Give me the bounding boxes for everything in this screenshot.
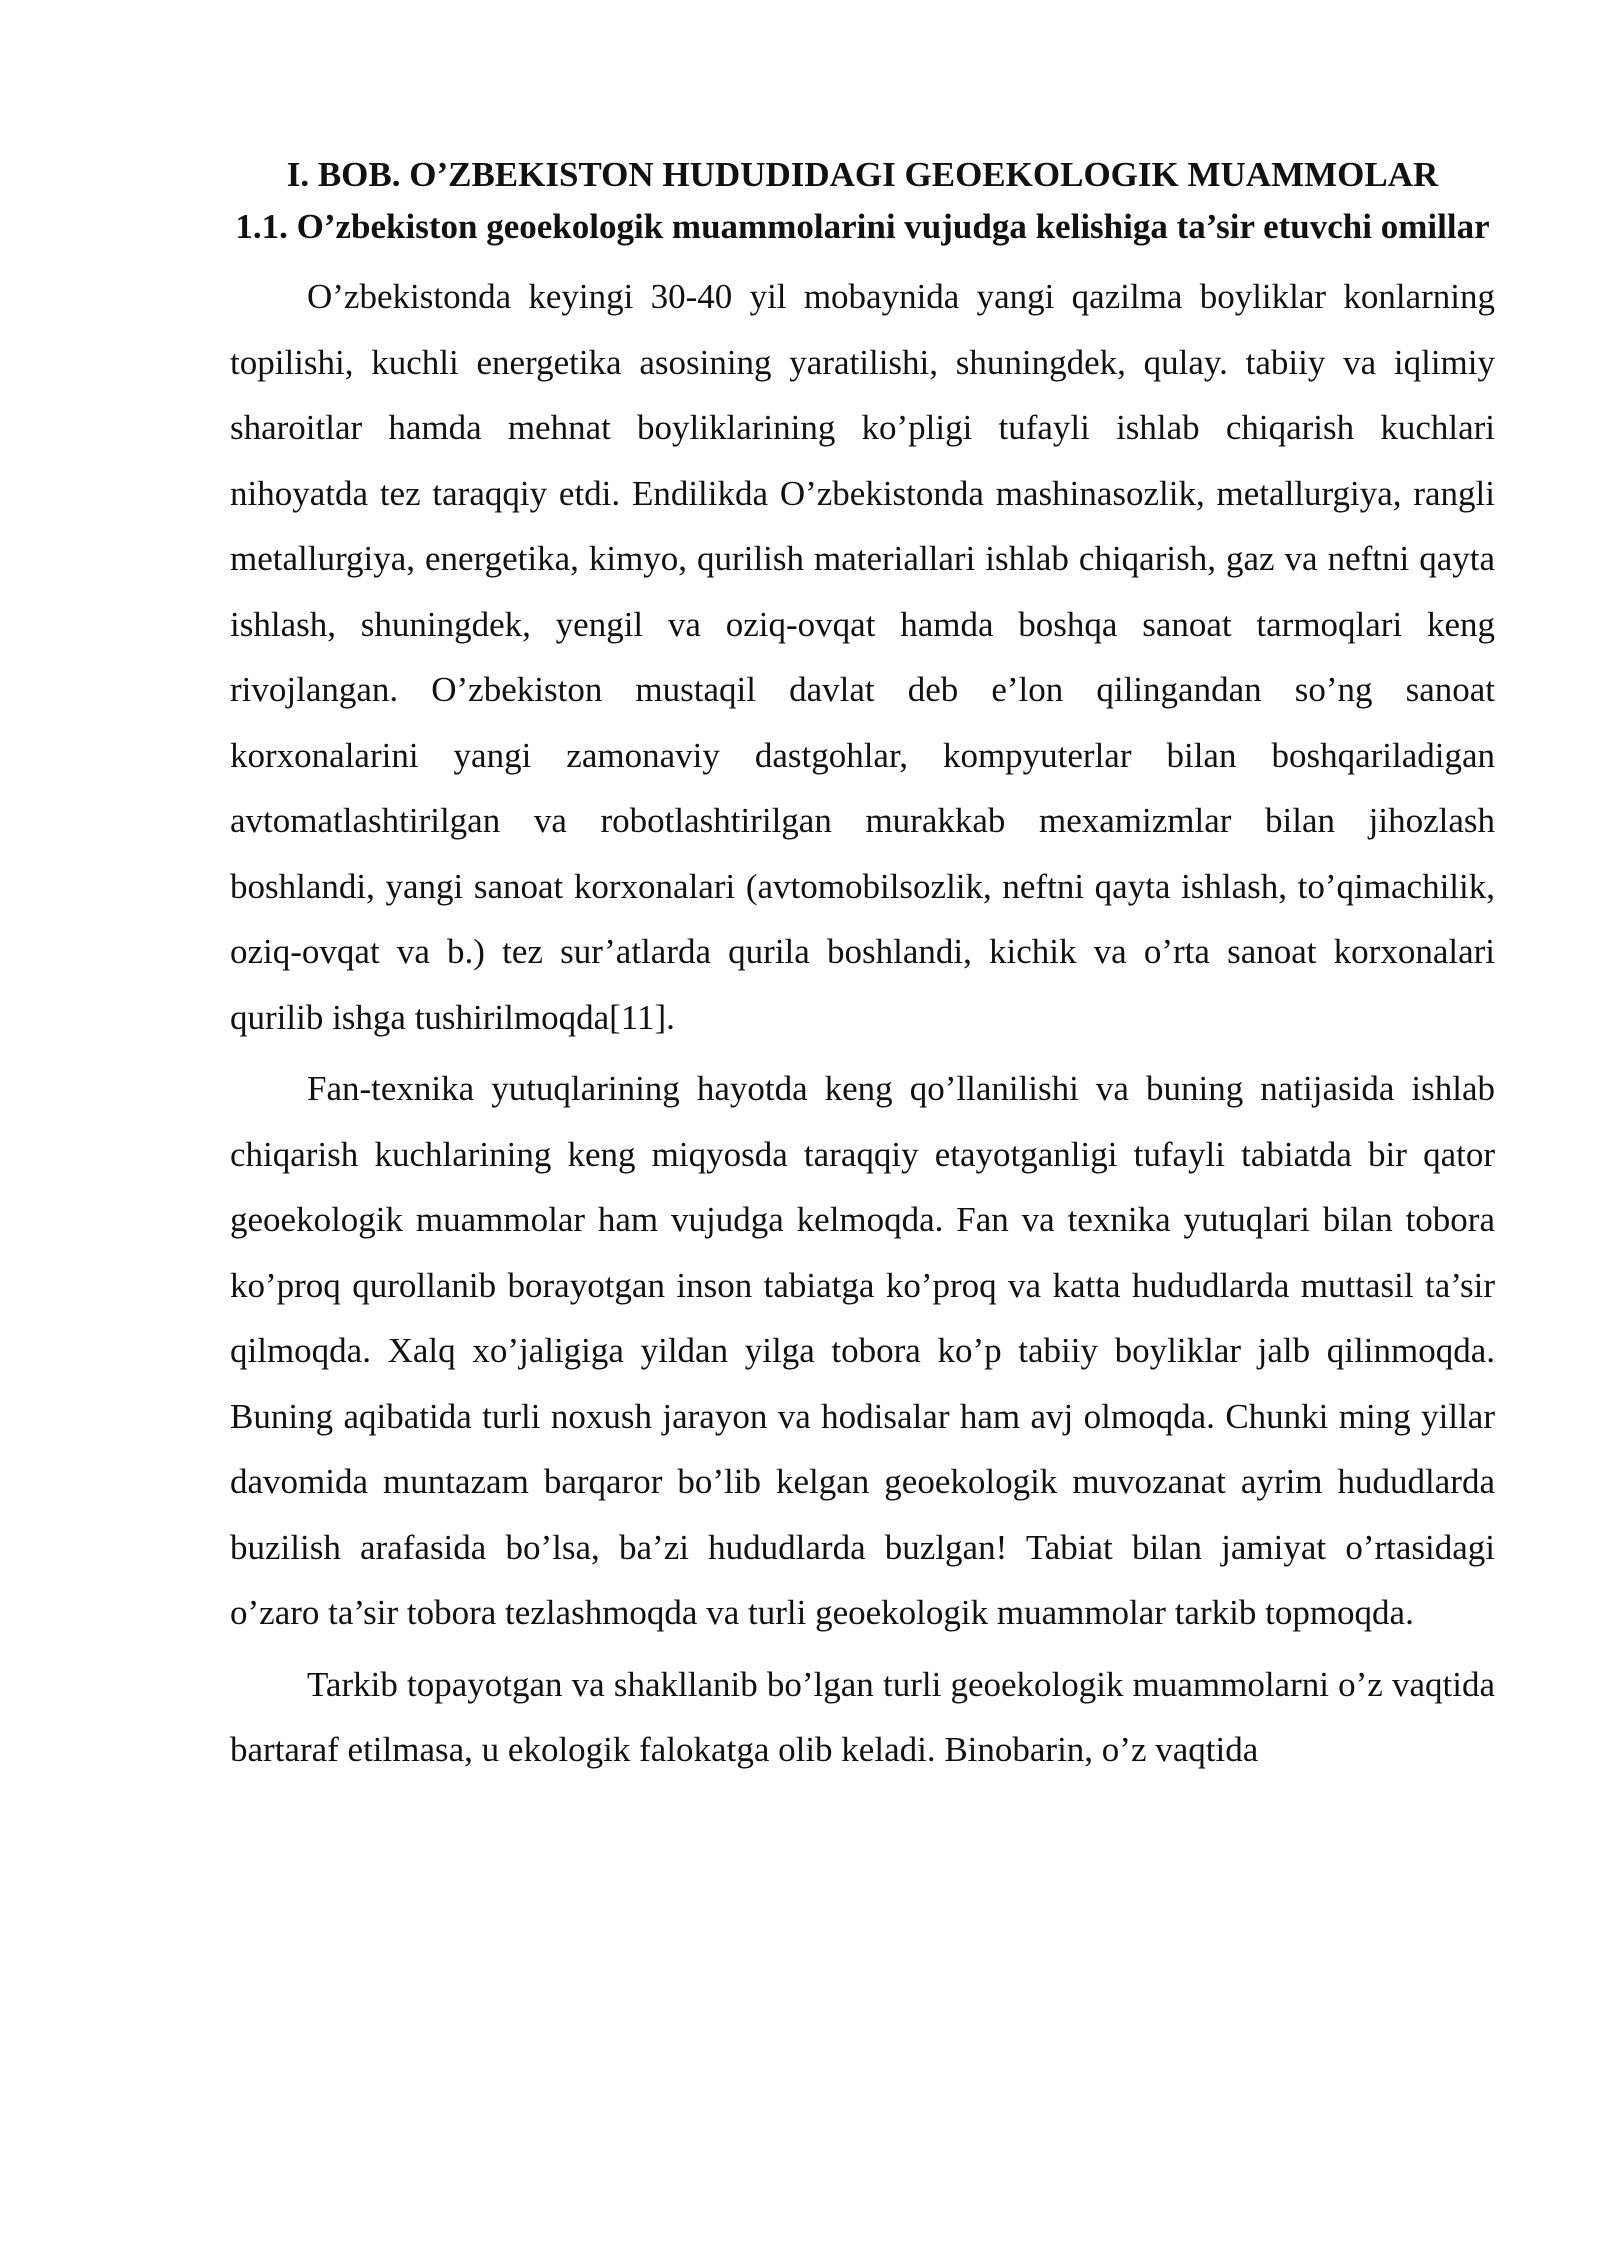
section-title: 1.1. O’zbekiston geoekologik muammolarini vujudga kelishiga ta’sir etuvchi omillar [235, 207, 1490, 246]
document-page [230, 150, 1495, 1789]
chapter-title: I. BOB. O’ZBEKISTON HUDUDIDAGI GEOEKOLOGIK MUAMMOLAR [286, 155, 1439, 194]
paragraph-1: O’zbekistonda keyingi 30-40 yil mobaynida yangi qazilma boyliklar konlarning topilishi, kuchli energetika asosining yaratilishi, shuningdek, qulay. tabiiy va iqlimiy sharoitlar hamda mehnat boyliklarining ko’pligi tufayli ishlab chiqarish kuchlari nihoyatda tez taraqqiy etdi. Endilikda O’zbekistonda mashinasozlik, metallurgiya, rangli metallurgiya, energetika, kimyo, qurilish materiallari ishlab chiqarish, gaz va neftni qayta ishlash, shuningdek, yengil va oziq-ovqat hamda boshqa sanoat tarmoqlari keng rivojlangan. O’zbekiston mustaqil davlat deb e’lon qilingandan so’ng sanoat korxonalarini yangi zamonaviy dastgohlar, kompyuterlar bilan boshqariladigan avtomatlashtirilgan va robotlashtirilgan murakkab mexamizmlar bilan jihozlash boshlandi, yangi sanoat korxonalari (avtomobilsozlik, neftni qayta ishlash, to’qimachilik, oziq-ovqat va b.) tez sur’atlarda qurila boshlandi, kichik va o’rta sanoat korxonalari qurilib ishga tushirilmoqda[11]. [230, 277, 1495, 1037]
paragraph-3: Tarkib topayotgan va shakllanib bo’lgan turli geoekologik muammolarni o’z vaqtida bartaraf etilmasa, u ekologik falokatga olib keladi. Binobarin, o’z vaqtida [230, 1664, 1495, 1769]
paragraph-2: Fan-texnika yutuqlarining hayotda keng qo’llanilishi va buning natijasida ishlab chiqarish kuchlarining keng miqyosda taraqqiy etayotganligi tufayli tabiatda bir qator geoekologik muammolar ham vujudga kelmoqda. Fan va texnika yutuqlari bilan tobora ko’proq qurollanib borayotgan inson tabiatga ko’proq va katta hududlarda muttasil ta’sir qilmoqda. Xalq xo’jaligiga yildan yilga tobora ko’p tabiiy boyliklar jalb qilinmoqda. Buning aqibatida turli noxush jarayon va hodisalar ham avj olmoqda. Chunki ming yillar davomida muntazam barqaror bo’lib kelgan geoekologik muvozanat ayrim hududlarda buzilish arafasida bo’lsa, ba’zi hududlarda buzlgan! Tabiat bilan jamiyat o’rtasidagi o’zaro ta’sir tobora tezlashmoqda va turli geoekologik muammolar tarkib topmoqda. [230, 1069, 1495, 1632]
